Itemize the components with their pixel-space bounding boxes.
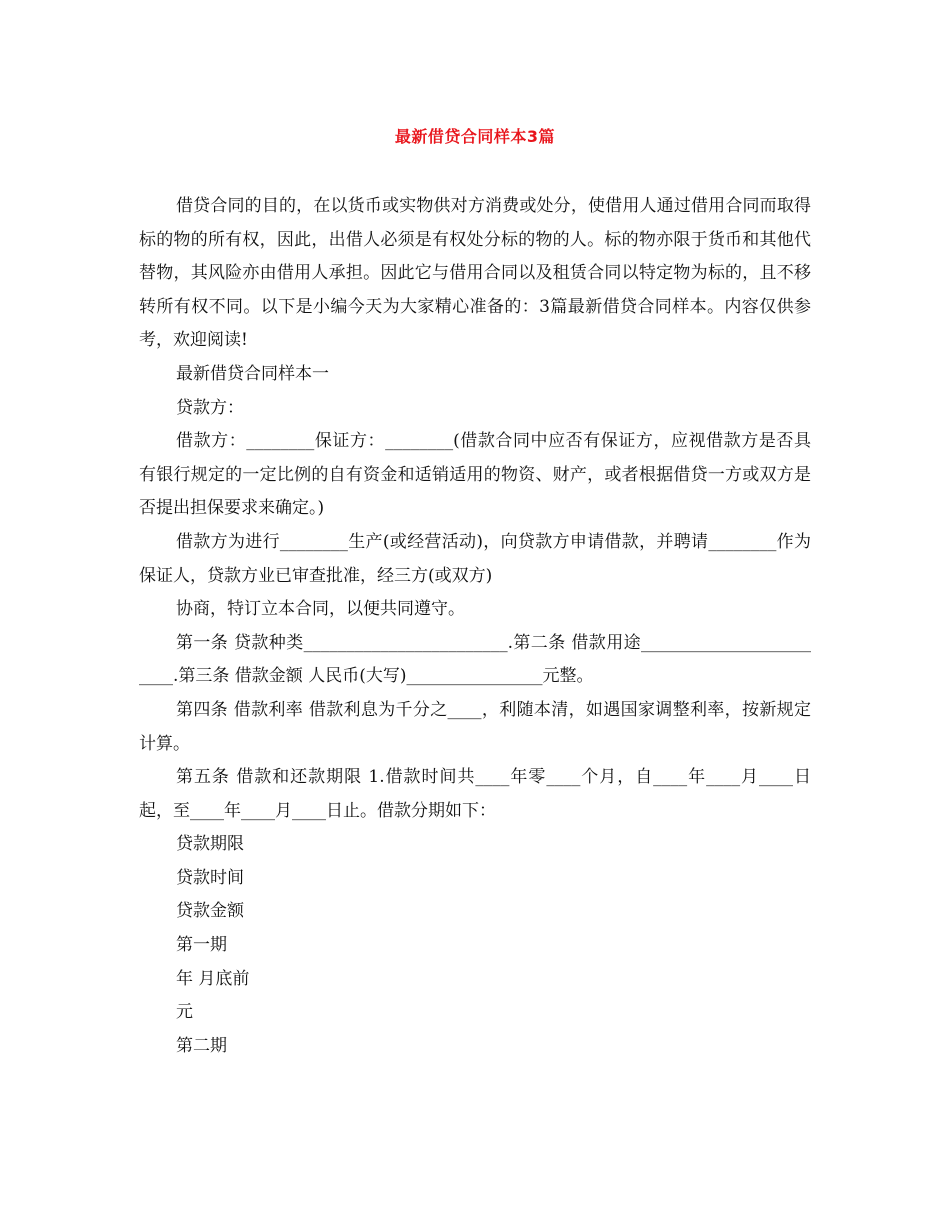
paragraph-period-2: 第二期: [176, 1035, 227, 1056]
paragraph-articles-1-3: 第一条 贷款种类________________________.第二条 借款用途________________________.第三条 借款金额 人民币(大写)________________元整。: [139, 632, 811, 687]
document-body: [139, 190, 811, 1063]
paragraph-article-4: 第四条 借款利率 借款利息为千分之____，利随本清，如遇国家调整利率，按新规定计算。: [139, 699, 811, 754]
paragraph-article-5: 第五条 借款和还款期限 1.借款时间共____年零____个月，自____年____月____日起，至____年____月____日止。借款分期如下：: [139, 767, 811, 821]
document-title: 最新借贷合同样本3篇: [394, 127, 556, 146]
paragraph-purpose: 借款方为进行________生产(或经营活动)，向贷款方申请借款，并聘请________作为保证人，贷款方业已审查批准，经三方(或双方): [139, 531, 811, 586]
paragraph-month-end: 年 月底前: [176, 968, 250, 989]
paragraph-borrower-guarantor: 借款方：________保证方：________(借款合同中应否有保证方，应视借款方是否具有银行规定的一定比例的自有资金和适销适用的物资、财产，或者根据借贷一方或双方是否提出担保要求来确定。): [139, 431, 811, 519]
paragraph-loan-time: 贷款时间: [176, 867, 244, 888]
paragraph-yuan: 元: [176, 1002, 193, 1023]
paragraph-agreement: 协商，特订立本合同，以便共同遵守。: [176, 599, 465, 620]
paragraph-period-1: 第一期: [176, 935, 227, 956]
paragraph-intro: 借贷合同的目的，在以货币或实物供对方消费或处分，使借用人通过借用合同而取得标的物的所有权，因此，出借人必须是有权处分标的物的人。标的物亦限于货币和其他代替物，其风险亦由借用人承担。因此它与借用合同以及租赁合同以特定物为标的，且不移转所有权不同。以下是小编今天为大家精心准备的：3篇最新借贷合同样本。内容仅供参考，欢迎阅读!: [139, 196, 811, 351]
paragraph-loan-amount: 贷款金额: [176, 901, 244, 922]
paragraph-loan-term: 贷款期限: [176, 834, 244, 855]
paragraph-lender: 贷款方：: [176, 397, 244, 418]
paragraph-sample-heading: 最新借贷合同样本一: [176, 363, 329, 384]
